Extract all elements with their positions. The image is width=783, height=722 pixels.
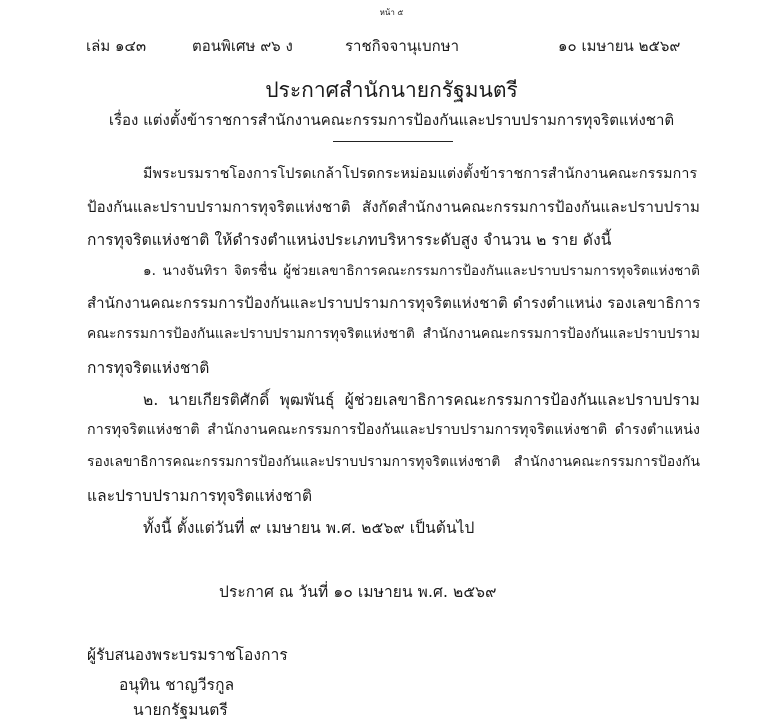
issue-date: ๑๐ เมษายน ๒๕๖๙ [558,37,681,55]
body-line-7: การทุจริตแห่งชาติ [87,359,210,377]
volume-label: เล่ม ๑๔๓ [86,37,147,55]
signatory-position: นายกรัฐมนตรี [133,701,228,719]
countersign-label: ผู้รับสนองพระบรมราชโองการ [87,646,288,664]
section-label: ตอนพิเศษ ๙๖ ง [192,37,293,55]
body-line-1: มีพระบรมราชโองการโปรดเกล้าโปรดกระหม่อมแต่งตั้งข้าราชการสำนักงานคณะกรรมการ [143,166,698,182]
gazette-name: ราชกิจจานุเบกษา [345,37,460,55]
body-line-6: คณะกรรมการป้องกันและปราบปรามการทุจริตแห่งชาติ สำนักงานคณะกรรมการป้องกันและปราบปราม [87,326,700,342]
announcement-title: ประกาศสำนักนายกรัฐมนตรี [265,78,518,102]
body-line-10: รองเลขาธิการคณะกรรมการป้องกันและปราบปรามการทุจริตแห่งชาติ สำนักงานคณะกรรมการป้องกัน [87,454,700,470]
body-line-5: สำนักงานคณะกรรมการป้องกันและปราบปรามการทุจริตแห่งชาติ ดำรงตำแหน่ง รองเลขาธิการ [87,294,701,312]
body-line-8: ๒. นายเกียรติศักดิ์ พุฒพันธุ์ ผู้ช่วยเลขาธิการคณะกรรมการป้องกันและปราบปราม [143,391,700,409]
body-line-4: ๑. นางจันทิรา จิตรชื่น ผู้ช่วยเลขาธิการคณะกรรมการป้องกันและปราบปรามการทุจริตแห่งชาติ [143,263,700,279]
body-line-2: ป้องกันและปราบปรามการทุจริตแห่งชาติ สังกัดสำนักงานคณะกรรมการป้องกันและปราบปราม [87,198,700,216]
announcement-date: ประกาศ ณ วันที่ ๑๐ เมษายน พ.ศ. ๒๕๖๙ [219,583,497,601]
page-number: หน้า ๕ [379,8,404,17]
title-divider [333,141,453,142]
body-line-3: การทุจริตแห่งชาติ ให้ดำรงตำแหน่งประเภทบริหารระดับสูง จำนวน ๒ ราย ดังนี้ [87,231,612,249]
body-line-11: และปราบปรามการทุจริตแห่งชาติ [87,487,313,505]
announcement-subject: เรื่อง แต่งตั้งข้าราชการสำนักงานคณะกรรมการป้องกันและปราบปรามการทุจริตแห่งชาติ [108,111,675,129]
signatory-name: อนุทิน ชาญวีรกูล [119,676,235,694]
body-line-12: ทั้งนี้ ตั้งแต่วันที่ ๙ เมษายน พ.ศ. ๒๕๖๙ เป็นต้นไป [143,519,475,537]
body-line-9: การทุจริตแห่งชาติ สำนักงานคณะกรรมการป้องกันและปราบปรามการทุจริตแห่งชาติ ดำรงตำแหน่ง [87,422,700,438]
